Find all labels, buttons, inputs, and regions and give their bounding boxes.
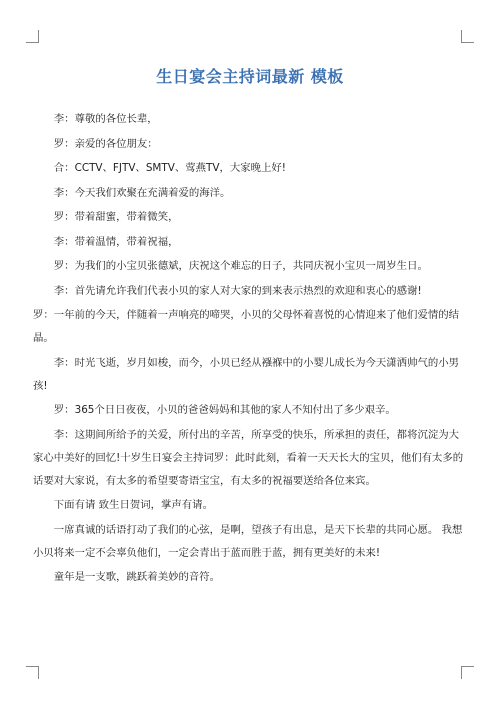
crop-mark-top-right [461,30,474,43]
crop-mark-top-left [26,30,39,43]
paragraph: 李：带着温情，带着祝福， [53,235,179,248]
paragraph: 下面有请 致生日贺词，掌声有请。 [53,499,213,511]
paragraph: 罗：一年前的今天，伴随着一声响亮的啼哭，小贝的父母怀着喜悦的心情迎来了他们爱情的结晶。 [33,309,460,344]
paragraph: 罗：亲爱的各位朋友： [53,137,158,150]
paragraph: 李：尊敬的各位长辈， [53,113,158,125]
paragraph: 童年是一支歌，跳跃着美妙的音符。 [53,571,221,583]
paragraph: 李：首先请允许我们代表小贝的家人对大家的到来表示热烈的欢迎和衷心的感谢! [53,284,422,297]
document-title: 生日宴会主持词最新 模板 [156,67,344,86]
paragraph: 李：今天我们欢聚在充满着爱的海洋。 [53,186,231,199]
crop-mark-bottom-left [26,666,39,679]
paragraph: 一席真诚的话语打动了我们的心弦，是啊，望孩子有出息，是天下长辈的共同心愿。 我想小贝将来一定不会辜负他们，一定会青出于蓝而胜于蓝，拥有更美好的未来! [33,523,463,559]
paragraph: 李：这期间所给予的关爱，所付出的辛苦，所享受的快乐，所承担的责任，都将沉淀为大家心中美好的回忆!十岁生日宴会主持词罗：此时此刻，看着一天天长大的宝贝，他们有太多的话要对大家说，有太多的希望要寄语宝宝，有太多的祝福要送给各位来宾。 [33,428,464,487]
paragraph: 李：时光飞逝，岁月如梭，而今，小贝已经从襁褓中的小婴儿成长为今天潇洒帅气的小男孩! [33,356,460,392]
crop-mark-bottom-right [461,666,474,679]
paragraph: 合：CCTV、FJTV、SMTV、莺燕TV，大家晚上好! [53,162,286,174]
paragraph: 罗：365个日日夜夜，小贝的爸爸妈妈和其他的家人不知付出了多少艰辛。 [53,404,396,416]
paragraph: 罗：为我们的小宝贝张德斌，庆祝这个难忘的日子，共同庆祝小宝贝一周岁生日。 [53,260,428,272]
paragraph: 罗：带着甜蜜，带着微笑， [53,211,179,223]
document-body [33,108,467,591]
